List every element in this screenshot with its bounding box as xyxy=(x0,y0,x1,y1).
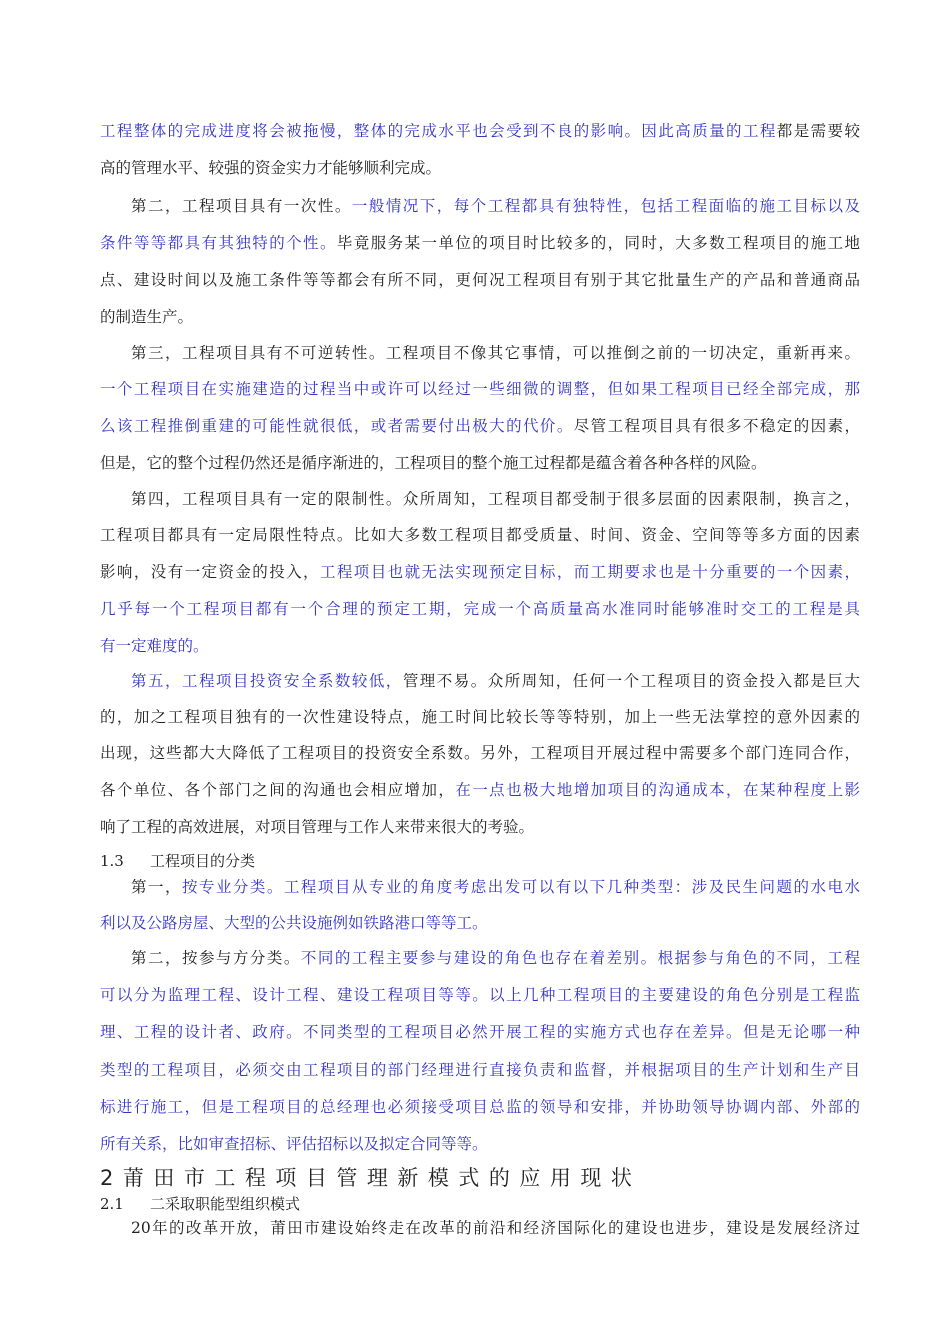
text-line: 的制造生产。 xyxy=(100,308,194,326)
text-line: 工程整体的完成进度将会被拖慢，整体的完成水平也会受到不良的影响。因此高质量的工程都是需要较 xyxy=(100,122,860,140)
text-line: 利以及公路房屋、大型的公共设施例如铁路港口等等工。 xyxy=(100,914,488,932)
text-line: 工程项目都具有一定局限性特点。比如大多数工程项目都受质量、时间、资金、空间等等多方面的因素 xyxy=(100,526,860,544)
text-line: 第二，工程项目具有一次性。一般情况下，每个工程都具有独特性，包括工程面临的施工目标以及 xyxy=(131,197,860,215)
text-line: 几乎每一个工程项目都有一个合理的预定工期，完成一个高质量高水准同时能够准时交工的工程是具 xyxy=(100,600,860,618)
text-line: 点、建设时间以及施工条件等等都会有所不同，更何况工程项目有别于其它批量生产的产品和普通商品 xyxy=(100,271,860,289)
text-line: 但是，它的整个过程仍然还是循序渐进的，工程项目的整个施工过程都是蕴含着各种各样的风险。 xyxy=(100,454,767,472)
text-line: 么该工程推倒重建的可能性就很低，或者需要付出极大的代价。尽管工程项目具有很多不稳定的因素， xyxy=(100,417,860,435)
text-line: 理、工程的设计者、政府。不同类型的工程项目必然开展工程的实施方式也存在差异。但是无论哪一种 xyxy=(100,1023,860,1041)
section-heading xyxy=(100,1194,300,1214)
text-line: 类型的工程项目，必须交由工程项目的部门经理进行直接负责和监督，并根据项目的生产计划和生产目 xyxy=(100,1061,860,1079)
text-line: 第一，按专业分类。工程项目从专业的角度考虑出发可以有以下几种类型：涉及民生问题的水电水 xyxy=(131,878,860,896)
text-line: 有一定难度的。 xyxy=(100,637,209,655)
section-heading xyxy=(100,851,255,871)
chapter-heading: 2莆田市工程项目管理新模式的应用现状 xyxy=(100,1166,642,1190)
text-line: 所有关系，比如审查招标、评估招标以及拟定合同等等。 xyxy=(100,1135,488,1153)
text-line: 第三，工程项目具有不可逆转性。工程项目不像其它事情，可以推倒之前的一切决定，重新再来。 xyxy=(131,344,860,362)
text-line: 高的管理水平、较强的资金实力才能够顺利完成。 xyxy=(100,159,442,177)
text-line: 的，加之工程项目独有的一次性建设特点，施工时间比较长等等特别，加上一些无法掌控的意外因素的 xyxy=(100,708,860,726)
text-line: 可以分为监理工程、设计工程、建设工程项目等等。以上几种工程项目的主要建设的角色分别是工程监 xyxy=(100,986,860,1004)
text-line: 影响，没有一定资金的投入，工程项目也就无法实现预定目标，而工期要求也是十分重要的一个因素， xyxy=(100,563,860,581)
section-number: 2.1 xyxy=(100,1195,124,1213)
text-line: 各个单位、各个部门之间的沟通也会相应增加，在一点也极大地增加项目的沟通成本，在某种程度上影 xyxy=(100,781,860,799)
section-number: 1.3 xyxy=(100,852,124,870)
text-line: 条件等等都具有其独特的个性。毕竟服务某一单位的项目时比较多的，同时，大多数工程项目的施工地 xyxy=(100,234,860,252)
text-line: 第四，工程项目具有一定的限制性。众所周知，工程项目都受制于很多层面的因素限制，换言之， xyxy=(131,490,860,508)
text-line: 第五，工程项目投资安全系数较低，管理不易。众所周知，任何一个工程项目的资金投入都是巨大 xyxy=(131,672,860,690)
text-line: 一个工程项目在实施建造的过程当中或许可以经过一些细微的调整，但如果工程项目已经全部完成，那 xyxy=(100,380,860,398)
text-line: 响了工程的高效进展，对项目管理与工作人来带来很大的考验。 xyxy=(100,818,535,836)
section-title: 工程项目的分类 xyxy=(150,852,256,870)
text-line: 第二，按参与方分类。不同的工程主要参与建设的角色也存在着差别。根据参与角色的不同，工程 xyxy=(131,949,860,967)
text-line: 标进行施工，但是工程项目的总经理也必须接受项目总监的领导和安排，并协助领导协调内部、外部的 xyxy=(100,1098,860,1116)
text-line: 出现，这些都大大降低了工程项目的投资安全系数。另外，工程项目开展过程中需要多个部门连同合作， xyxy=(100,744,860,762)
text-line: 20年的改革开放，莆田市建设始终走在改革的前沿和经济国际化的建设也进步，建设是发展经济过 xyxy=(131,1219,860,1237)
section-title: 二采取职能型组织模式 xyxy=(150,1195,301,1213)
